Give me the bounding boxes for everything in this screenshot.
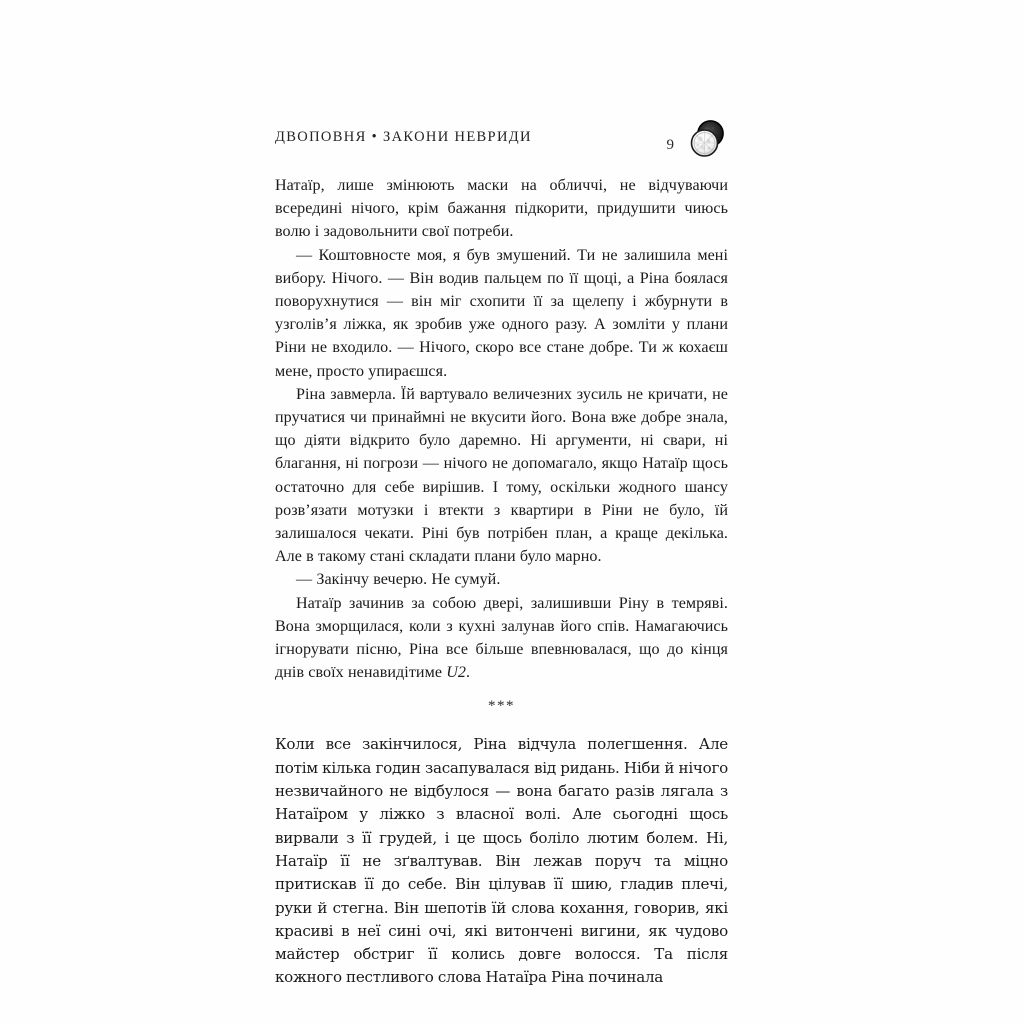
paragraph-with-italic-title [275,592,728,685]
body-text-column [275,174,728,990]
paragraph: Натаїр, лише змінюють маски на обличчі, не відчуваючи всередині нічого, крім бажання підкорити, придушити чиюсь волю і задовольнити свої потреби. [275,177,728,241]
paragraph-text-before: Натаїр зачинив за собою двері, залишивши Ріну в темряві. Вона зморщилася, коли з кухні залунав його спів. Намагаючись ігнорувати пісню, Ріна все більше впевнювалася, що до кінця днів своїх ненавидітиме [275,594,728,682]
paragraph: — Коштовносте моя, я був змушений. Ти не залишила мені вибору. Нічого. — Він водив пальцем по її щоці, а Ріна боялася поворухнутися — він міг схопити її за щелепу і жбурнути в узголів’я ліжка, як зробив уже одного разу. А зомліти у плани Ріни не входило. — Нічого, скоро все стане добре. Ти ж кохаєш мене, просто упираєшся. [275,246,728,380]
paragraph-text-after: . [466,664,471,682]
running-head [275,126,728,160]
paragraph: — Закінчу вечерю. Не сумуй. [296,571,501,589]
italic-band-name: U2 [446,664,467,682]
page-number: 9 [666,137,674,153]
section-two [275,733,728,989]
section-one [275,174,728,684]
paragraph: Коли все закінчилося, Ріна відчула полегшення. Але потім кілька годин засапувалася від ридань. Ніби й нічого незвичайного не відбулося — вона багато разів лягала з Натаїром у ліжко з власної волі. Але сьогодні щось вирвали з її грудей, і це щось боліло лютим болем. Ні, Натаїр її не зґвалтував. Він лежав поруч та міцно притискав її до себе. Він цілував її шию, гладив плечі, руки й стегна. Він шепотів їй слова кохання, говорив, які красиві в неї сині очі, які витончені вигини, як чудово майстер обстриг її колись довге волосся. Та після кожного пестливого слова Натаїра Ріна починала [275,735,728,987]
running-head-right [667,126,729,160]
scene-break-separator: *** [488,698,515,715]
paragraph: Ріна завмерла. Їй вартувало величезних зусиль не кричати, не пручатися чи принаймні не вкусити його. Вона вже добре знала, що діяти відкрито було даремно. Ні аргументи, ні свари, ні благання, ні погрози — нічого не допомагало, якщо Натаїр щось остаточно для себе вирішив. І тому, оскільки жодного шансу розв’язати мотузки і втекти з квартири в Ріни не було, їй залишалося чекати. Ріні був потрібен план, а краще декілька. Але в такому стані складати плани було марно. [275,385,728,566]
running-head-title: ДВОПОВНЯ • ЗАКОНИ НЕВРИДИ [275,129,532,145]
double-moon-emblem [686,118,728,160]
